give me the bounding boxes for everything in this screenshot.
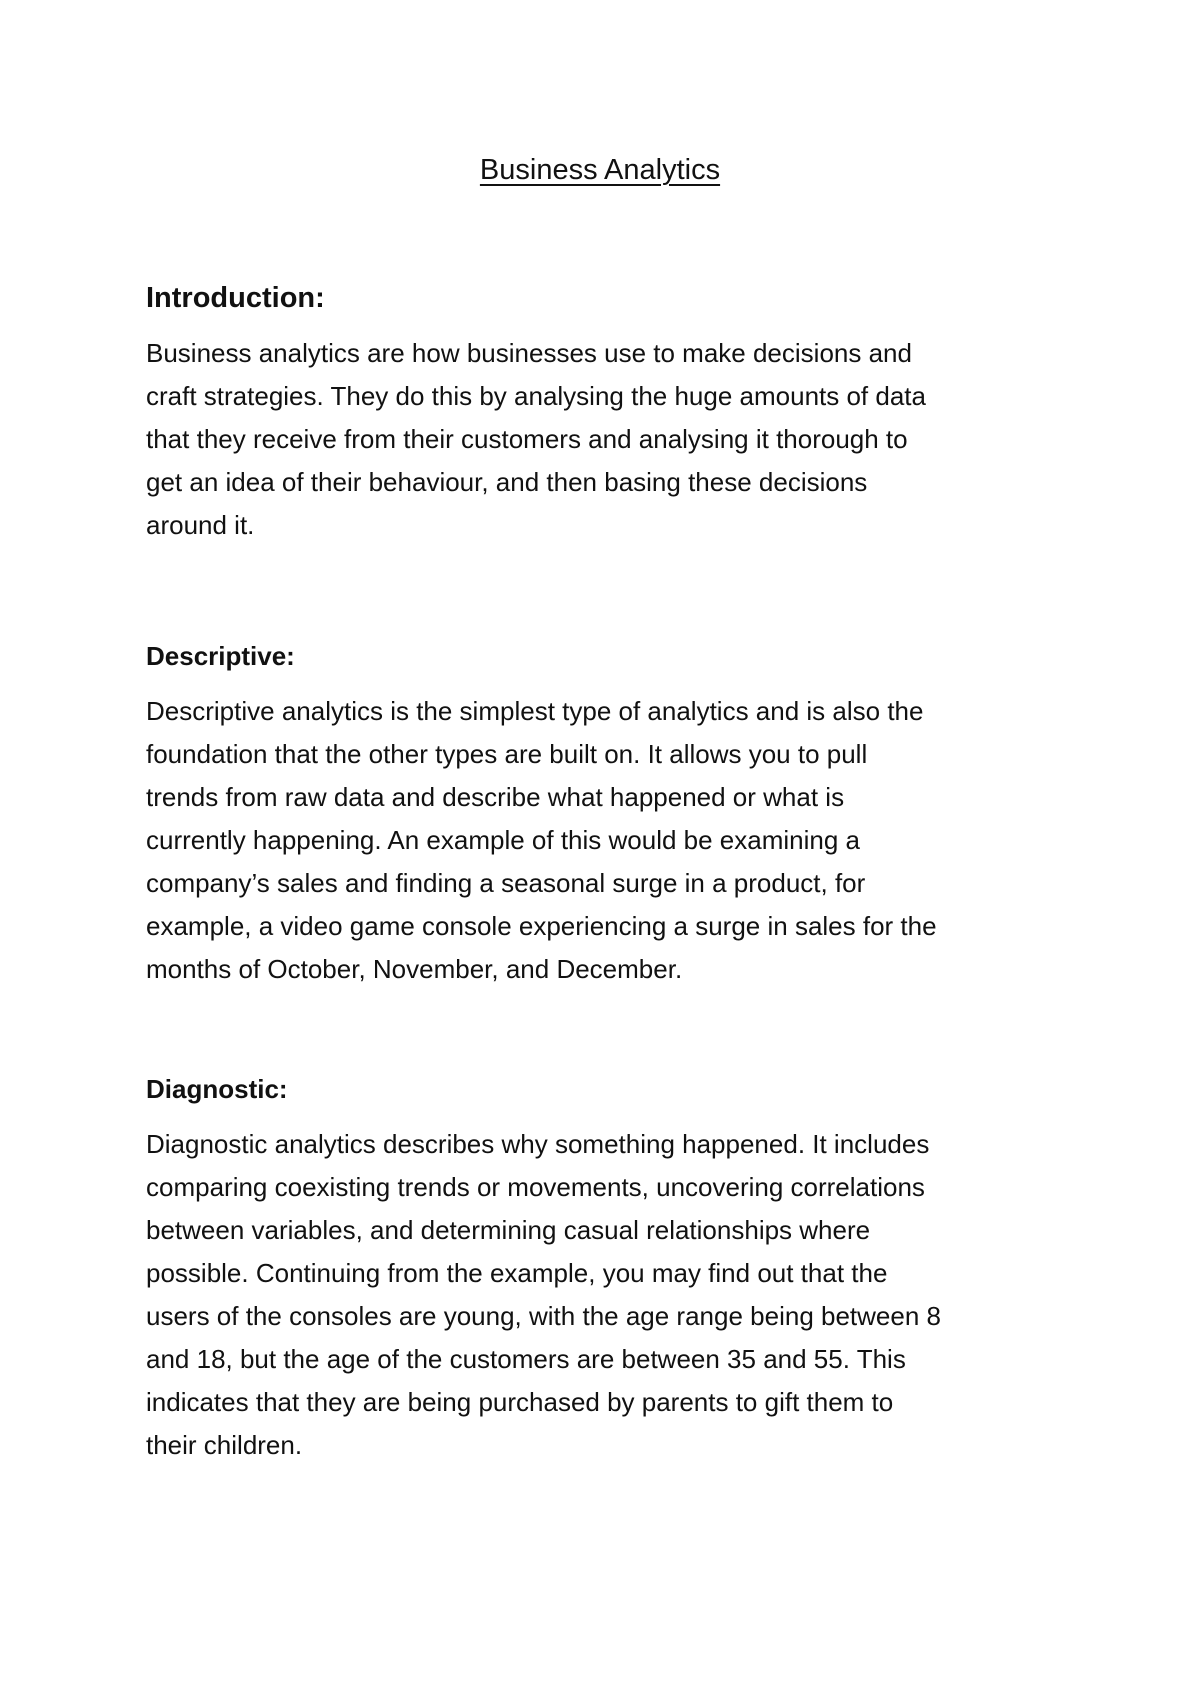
section-heading-introduction: Introduction: (146, 282, 325, 314)
section-body-introduction: Business analytics are how businesses use to make decisions and craft strategies. They do this by analysing the huge amounts of data that they receive from their customers and analysing it thorough to get an idea of their behaviour, and then basing these decisions around it. (146, 338, 926, 540)
section-heading-diagnostic: Diagnostic: (146, 1074, 288, 1104)
section-diagnostic (146, 1069, 1076, 1467)
section-body-diagnostic: Diagnostic analytics describes why something happened. It includes comparing coexisting trends or movements, uncovering correlations between variables, and determining casual relationships where possible. Continuing from the example, you may find out that the users of the consoles are young, with the age range being between 8 and 18, but the age of the customers are between 35 and 55. This indicates that they are being purchased by parents to gift them to their children. (146, 1129, 941, 1460)
section-descriptive (146, 636, 1076, 991)
document-title: Business Analytics (479, 154, 721, 186)
section-introduction (146, 278, 1076, 547)
section-body-descriptive: Descriptive analytics is the simplest type of analytics and is also the foundation that the other types are built on. It allows you to pull trends from raw data and describe what happened or what is currently happening. An example of this would be examining a company’s sales and finding a seasonal surge in a product, for example, a video game console experiencing a surge in sales for the months of October, November, and December. (146, 696, 937, 984)
section-heading-descriptive: Descriptive: (146, 641, 295, 671)
